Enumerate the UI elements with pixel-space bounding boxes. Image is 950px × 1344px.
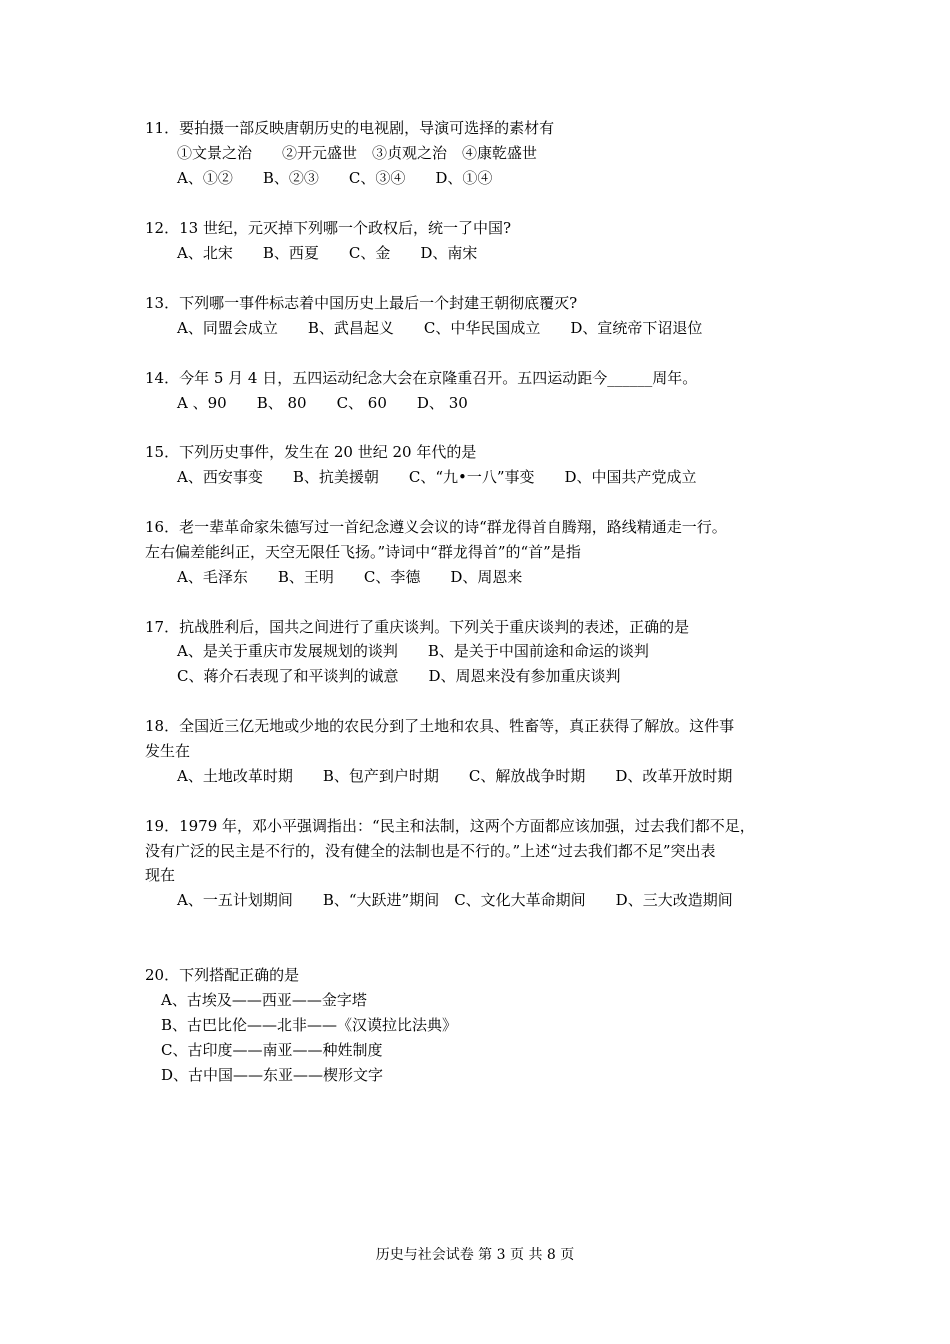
page-footer: 历史与社会试卷 第 3 页 共 8 页 bbox=[375, 1247, 575, 1263]
question-16-stem-1: 16．老一辈革命家朱德写过一首纪念遵义会议的诗“群龙得首自腾翔，路线精通走一行。 bbox=[145, 518, 727, 536]
question-11-items: ①文景之治 ②开元盛世 ③贞观之治 ④康乾盛世 bbox=[177, 144, 538, 162]
question-15-options: A、西安事变 B、抗美援朝 C、“九•一八”事变 D、中国共产党成立 bbox=[177, 468, 697, 486]
question-20-option-a: A、古埃及——西亚——金字塔 bbox=[161, 991, 367, 1009]
question-19-stem-3: 现在 bbox=[145, 866, 176, 884]
question-15-stem: 15．下列历史事件，发生在 20 世纪 20 年代的是 bbox=[145, 443, 477, 461]
question-18-stem-2: 发生在 bbox=[145, 742, 191, 760]
question-12-stem: 12．13 世纪，元灭掉下列哪一个政权后，统一了中国? bbox=[145, 219, 511, 237]
question-19-options: A、一五计划期间 B、“大跃进”期间 C、文化大革命期间 D、三大改造期间 bbox=[177, 891, 733, 909]
question-17-stem: 17．抗战胜利后，国共之间进行了重庆谈判。下列关于重庆谈判的表述，正确的是 bbox=[145, 618, 690, 636]
question-13-options: A、同盟会成立 B、武昌起义 C、中华民国成立 D、宣统帝下诏退位 bbox=[177, 319, 703, 337]
question-14-stem: 14．今年 5 月 4 日，五四运动纪念大会在京隆重召开。五四运动距今______周年。 bbox=[145, 369, 698, 387]
question-16-options: A、毛泽东 B、王明 C、李德 D、周恩来 bbox=[177, 568, 523, 586]
question-17-options-cd: C、蒋介石表现了和平谈判的诚意 D、周恩来没有参加重庆谈判 bbox=[177, 667, 621, 685]
question-20-option-c: C、古印度——南亚——种姓制度 bbox=[161, 1041, 383, 1059]
question-11-options: A、①② B、②③ C、③④ D、①④ bbox=[177, 169, 493, 187]
question-16-stem-2: 左右偏差能纠正，天空无限任飞扬。”诗词中“群龙得首”的“首”是指 bbox=[145, 543, 581, 561]
question-17-options-ab: A、是关于重庆市发展规划的谈判 B、是关于中国前途和命运的谈判 bbox=[177, 642, 649, 660]
question-18-stem-1: 18．全国近三亿无地或少地的农民分到了土地和农具、牲畜等，真正获得了解放。这件事 bbox=[145, 717, 735, 735]
question-20-stem: 20．下列搭配正确的是 bbox=[145, 966, 300, 984]
question-13-stem: 13．下列哪一事件标志着中国历史上最后一个封建王朝彻底覆灭? bbox=[145, 294, 578, 312]
question-19-stem-2: 没有广泛的民主是不行的，没有健全的法制也是不行的。”上述“过去我们都不足”突出表 bbox=[145, 842, 716, 860]
question-19-stem-1: 19．1979 年，邓小平强调指出：“民主和法制，这两个方面都应该加强，过去我们都不足， bbox=[145, 817, 755, 835]
question-14-options: A 、90 B、 80 C、 60 D、 30 bbox=[177, 394, 468, 412]
question-20-option-b: B、古巴比伦——北非——《汉谟拉比法典》 bbox=[161, 1016, 458, 1034]
question-18-options: A、土地改革时期 B、包产到户时期 C、解放战争时期 D、改革开放时期 bbox=[177, 767, 733, 785]
question-12-options: A、北宋 B、西夏 C、金 D、南宋 bbox=[177, 244, 478, 262]
question-20-option-d: D、古中国——东亚——楔形文字 bbox=[161, 1066, 384, 1084]
question-11-stem: 11．要拍摄一部反映唐朝历史的电视剧，导演可选择的素材有 bbox=[145, 119, 555, 137]
